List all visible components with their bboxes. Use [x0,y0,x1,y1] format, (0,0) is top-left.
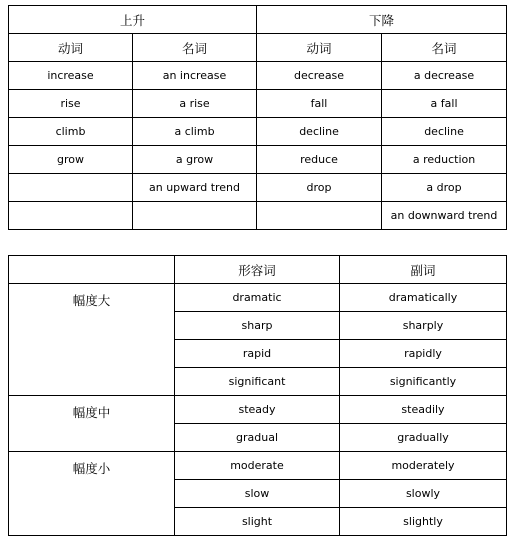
adverb-cell: gradually [340,424,507,452]
adverb-cell: slightly [340,508,507,536]
down-verb-cell: decrease [257,62,382,90]
adverb-cell: rapidly [340,340,507,368]
up-noun-header: 名词 [133,34,257,62]
down-verb-cell: reduce [257,146,382,174]
down-noun-cell: a drop [382,174,507,202]
down-noun-cell: a fall [382,90,507,118]
group-label-large: 幅度大 [9,284,175,396]
empty-header-cell [9,256,175,284]
adverb-cell: moderately [340,452,507,480]
up-verb-cell: climb [9,118,133,146]
group-label-medium: 幅度中 [9,396,175,452]
adjective-cell: steady [175,396,340,424]
table-row [9,396,507,424]
adverb-cell: steadily [340,396,507,424]
adjective-cell: rapid [175,340,340,368]
up-verb-cell [9,174,133,202]
table-row [9,62,507,90]
up-noun-cell [133,202,257,230]
down-verb-cell [257,202,382,230]
up-noun-cell: a grow [133,146,257,174]
up-verb-cell [9,202,133,230]
adverb-cell: significantly [340,368,507,396]
adjective-cell: sharp [175,312,340,340]
adjective-cell: gradual [175,424,340,452]
table-header-row [9,6,507,34]
up-noun-cell: a rise [133,90,257,118]
up-header: 上升 [9,6,257,34]
down-header: 下降 [257,6,507,34]
up-verb-header: 动词 [9,34,133,62]
trend-vocabulary-table [8,5,507,230]
adjective-cell: slight [175,508,340,536]
adverb-cell: sharply [340,312,507,340]
adjective-cell: moderate [175,452,340,480]
adjective-cell: slow [175,480,340,508]
table-row [9,284,507,312]
up-verb-cell: grow [9,146,133,174]
down-verb-cell: fall [257,90,382,118]
table-row [9,118,507,146]
down-noun-cell: an downward trend [382,202,507,230]
down-noun-cell: decline [382,118,507,146]
up-noun-cell: an upward trend [133,174,257,202]
group-label-small: 幅度小 [9,452,175,536]
up-noun-cell: a climb [133,118,257,146]
table-row [9,90,507,118]
degree-vocabulary-table [8,255,507,536]
table-row [9,202,507,230]
up-noun-cell: an increase [133,62,257,90]
down-verb-cell: drop [257,174,382,202]
table-row [9,452,507,480]
down-verb-header: 动词 [257,34,382,62]
down-noun-header: 名词 [382,34,507,62]
adverb-header: 副词 [340,256,507,284]
adverb-cell: slowly [340,480,507,508]
adjective-cell: significant [175,368,340,396]
table-row [9,146,507,174]
up-verb-cell: increase [9,62,133,90]
adjective-cell: dramatic [175,284,340,312]
down-noun-cell: a reduction [382,146,507,174]
table-header-row [9,256,507,284]
table-row [9,174,507,202]
up-verb-cell: rise [9,90,133,118]
down-noun-cell: a decrease [382,62,507,90]
adverb-cell: dramatically [340,284,507,312]
adjective-header: 形容词 [175,256,340,284]
table-subheader-row [9,34,507,62]
down-verb-cell: decline [257,118,382,146]
